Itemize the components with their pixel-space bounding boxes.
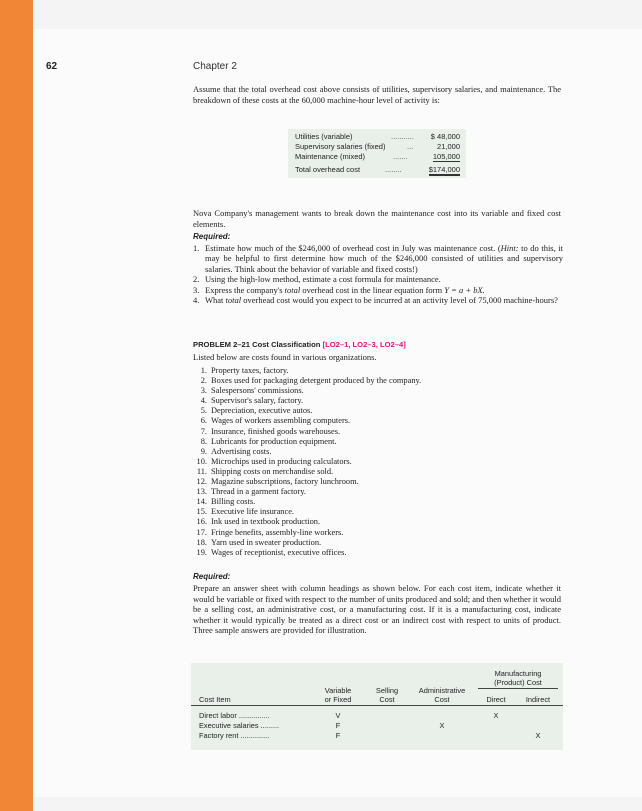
item-text: Thread in a garment factory. (211, 487, 307, 497)
item-number: 15. (196, 507, 207, 517)
cost-item-text: Direct labor (199, 711, 237, 720)
overhead-label: Maintenance (mixed) (295, 152, 366, 161)
page-top-strip (33, 0, 642, 29)
cost-item (193, 376, 421, 386)
header-text: or Fixed (324, 695, 352, 704)
cost-item-text: Executive salaries (199, 721, 259, 730)
item-text: Microchips used in producing calculators. (211, 456, 352, 466)
problem-required-text: Prepare an answer sheet with column headings as shown below. For each cost item, indicate whether it would be variable or fixed with respect to the number of units produced and sold; and then whether it would be a selling cost, an administrative cost, or a manufacturing cost. If it is a manufacturing cost, indicate whether it would typically be treated as a direct cost or an indirect cost with respect to units of product. Three sample answers are provided for illustration. (193, 583, 562, 636)
cost-item (193, 548, 421, 558)
equation: Y = a + bX. (444, 284, 485, 295)
overhead-label: Utilities (variable) (295, 132, 353, 141)
overhead-row (295, 152, 460, 162)
leader-dots: .............. (240, 731, 270, 740)
nova-paragraph: Nova Company's management wants to break down the maintenance cost into its variable and fixed cost elements. (193, 208, 561, 229)
hint-label: Hint: (500, 243, 519, 253)
overhead-amount: $174,000 (428, 165, 460, 174)
leader-dots: ........ (385, 165, 402, 174)
problem-required-heading: Required: (193, 572, 231, 581)
overhead-total-row (295, 165, 460, 175)
item-text: Advertising costs. (211, 446, 272, 456)
leader-dots: ............... (238, 711, 270, 720)
header-text: Administrative (418, 686, 466, 695)
chapter-heading: Chapter 2 (193, 61, 237, 72)
item-number: 1. (193, 243, 200, 253)
cost-item (193, 517, 421, 527)
item-text: Yarn used in sweater production. (211, 537, 322, 547)
item-number: 8. (200, 436, 207, 446)
item-text: Shipping costs on merchandise sold. (211, 466, 334, 476)
header-text: Selling (375, 686, 399, 695)
item-text: Magazine subscriptions, factory lunchroom. (211, 477, 359, 487)
item-number: 4. (193, 295, 200, 306)
cost-item (193, 406, 421, 416)
cost-item (193, 528, 421, 538)
leader-dots: ........... (391, 132, 414, 141)
leader-dots: ... (407, 142, 414, 151)
list-item (193, 295, 563, 305)
item-number: 7. (200, 426, 207, 436)
cost-item (193, 477, 421, 487)
item-text: What (205, 295, 226, 306)
overhead-cost-table (288, 129, 466, 178)
item-number: 10. (196, 456, 207, 466)
direct-cell: X (493, 711, 499, 720)
required-heading: Required: (193, 232, 231, 241)
list-item (193, 285, 563, 295)
cost-item (193, 538, 421, 548)
item-text: Insurance, finished goods warehouses. (211, 426, 341, 436)
variable-cell: F (335, 721, 341, 730)
cost-item (193, 447, 421, 457)
col-header-admin (409, 686, 475, 704)
list-item (193, 274, 563, 284)
problem-intro: Listed below are costs found in various organizations. (193, 352, 377, 362)
overhead-label: Supervisory salaries (fixed) (295, 142, 386, 151)
item-number: 18. (196, 537, 207, 547)
item-number: 13. (196, 487, 207, 497)
cost-item (193, 427, 421, 437)
item-number: 4. (200, 396, 207, 406)
item-text: Lubricants for production equipment. (211, 436, 337, 446)
item-number: 12. (196, 477, 207, 487)
cost-item (193, 457, 421, 467)
problem-title-text: PROBLEM 2–21 Cost Classification (193, 340, 321, 349)
required-list (193, 243, 563, 305)
overhead-amount: $ 48,000 (430, 132, 460, 141)
cost-item (193, 396, 421, 406)
overhead-row (295, 132, 460, 142)
item-number: 14. (196, 497, 207, 507)
item-text: Supervisor's salary, factory. (211, 396, 304, 406)
cost-item-cell (199, 731, 269, 741)
item-text: Boxes used for packaging detergent produced by the company. (211, 376, 422, 386)
item-number: 5. (200, 406, 207, 416)
item-number: 6. (200, 416, 207, 426)
leader-dots: ......... (260, 721, 280, 730)
overhead-row (295, 142, 460, 152)
admin-cell: X (439, 721, 445, 730)
cost-items-list (193, 366, 421, 558)
orange-margin-bar (0, 0, 33, 811)
col-header-indirect: Indirect (525, 695, 551, 704)
cost-item (193, 467, 421, 477)
cost-item (193, 507, 421, 517)
item-number: 1. (200, 366, 207, 375)
header-text: (Product) Cost (478, 678, 558, 689)
item-number: 3. (193, 284, 200, 295)
col-header-cost-item: Cost Item (199, 695, 231, 704)
item-number: 2. (200, 376, 207, 386)
header-text: Cost (434, 695, 450, 704)
cost-item-cell (199, 711, 270, 721)
emphasis: total (284, 284, 301, 295)
page-bottom-strip (33, 797, 642, 811)
item-text: Wages of receptionist, executive offices. (211, 547, 347, 557)
item-text: Executive life insurance. (211, 507, 295, 517)
item-number: 2. (193, 274, 200, 285)
indirect-cell: X (535, 731, 541, 740)
item-number: 11. (196, 466, 207, 476)
header-rule (191, 705, 563, 706)
header-text: Manufacturing (494, 669, 542, 678)
cost-item-text: Factory rent (199, 731, 239, 740)
item-text: Fringe benefits, assembly-line workers. (211, 527, 344, 537)
cost-item (193, 416, 421, 426)
item-text: overhead cost would you expect to be incurred at an activity level of 75,000 machine-hours? (241, 295, 558, 306)
overhead-label: Total overhead cost (295, 165, 361, 174)
col-header-direct: Direct (486, 695, 506, 704)
page-number: 62 (46, 61, 58, 72)
header-text: Cost (379, 695, 395, 704)
item-text: Depreciation, executive autos. (211, 406, 313, 416)
overhead-amount: 105,000 (432, 152, 460, 161)
cost-item (193, 366, 421, 376)
cost-item (193, 386, 421, 396)
item-number: 17. (196, 527, 207, 537)
item-text: Billing costs. (211, 497, 256, 507)
item-text: Estimate how much of the $246,000 of overhead cost in July was maintenance cost. ( (205, 243, 501, 253)
problem-title (193, 340, 406, 349)
item-number: 19. (196, 547, 207, 557)
item-number: 16. (196, 517, 207, 527)
item-text: Express the company's (205, 284, 285, 295)
overhead-amount: 21,000 (437, 142, 460, 151)
cost-item (193, 437, 421, 447)
item-number: 9. (200, 446, 207, 456)
item-text: Wages of workers assembling computers. (211, 416, 351, 426)
emphasis: total (225, 295, 242, 306)
item-text: overhead cost in the linear equation form (300, 284, 445, 295)
answer-sheet-table (191, 663, 563, 750)
cost-item (193, 497, 421, 507)
col-header-selling (367, 686, 407, 704)
leader-dots: ....... (393, 152, 408, 161)
variable-cell: F (335, 731, 341, 740)
item-text: Ink used in textbook production. (211, 517, 321, 527)
item-text: Property taxes, factory. (211, 366, 289, 375)
col-header-variable (315, 686, 361, 704)
item-number: 3. (200, 386, 207, 396)
variable-cell: V (335, 711, 341, 720)
item-text: Using the high-low method, estimate a cost formula for maintenance. (205, 274, 441, 285)
col-header-manufacturing (478, 669, 558, 689)
item-text: Salespersons' commissions. (211, 386, 304, 396)
header-text: Variable (324, 686, 352, 695)
cost-item-cell (199, 721, 279, 731)
learning-objectives-link[interactable]: [LO2–1, LO2–3, LO2–4] (322, 340, 406, 349)
list-item (193, 243, 563, 274)
cost-item (193, 487, 421, 497)
intro-paragraph: Assume that the total overhead cost above consists of utilities, supervisory salaries, and maintenance. The breakdown of these costs at the 60,000 machine-hour level of activity is: (193, 84, 561, 105)
item-text: to do this, it may be helpful to first determine how much of the $246,000 consisted of utilities and supervisory salaries. Think about the behavior of variable and fixed costs!) (205, 243, 563, 274)
